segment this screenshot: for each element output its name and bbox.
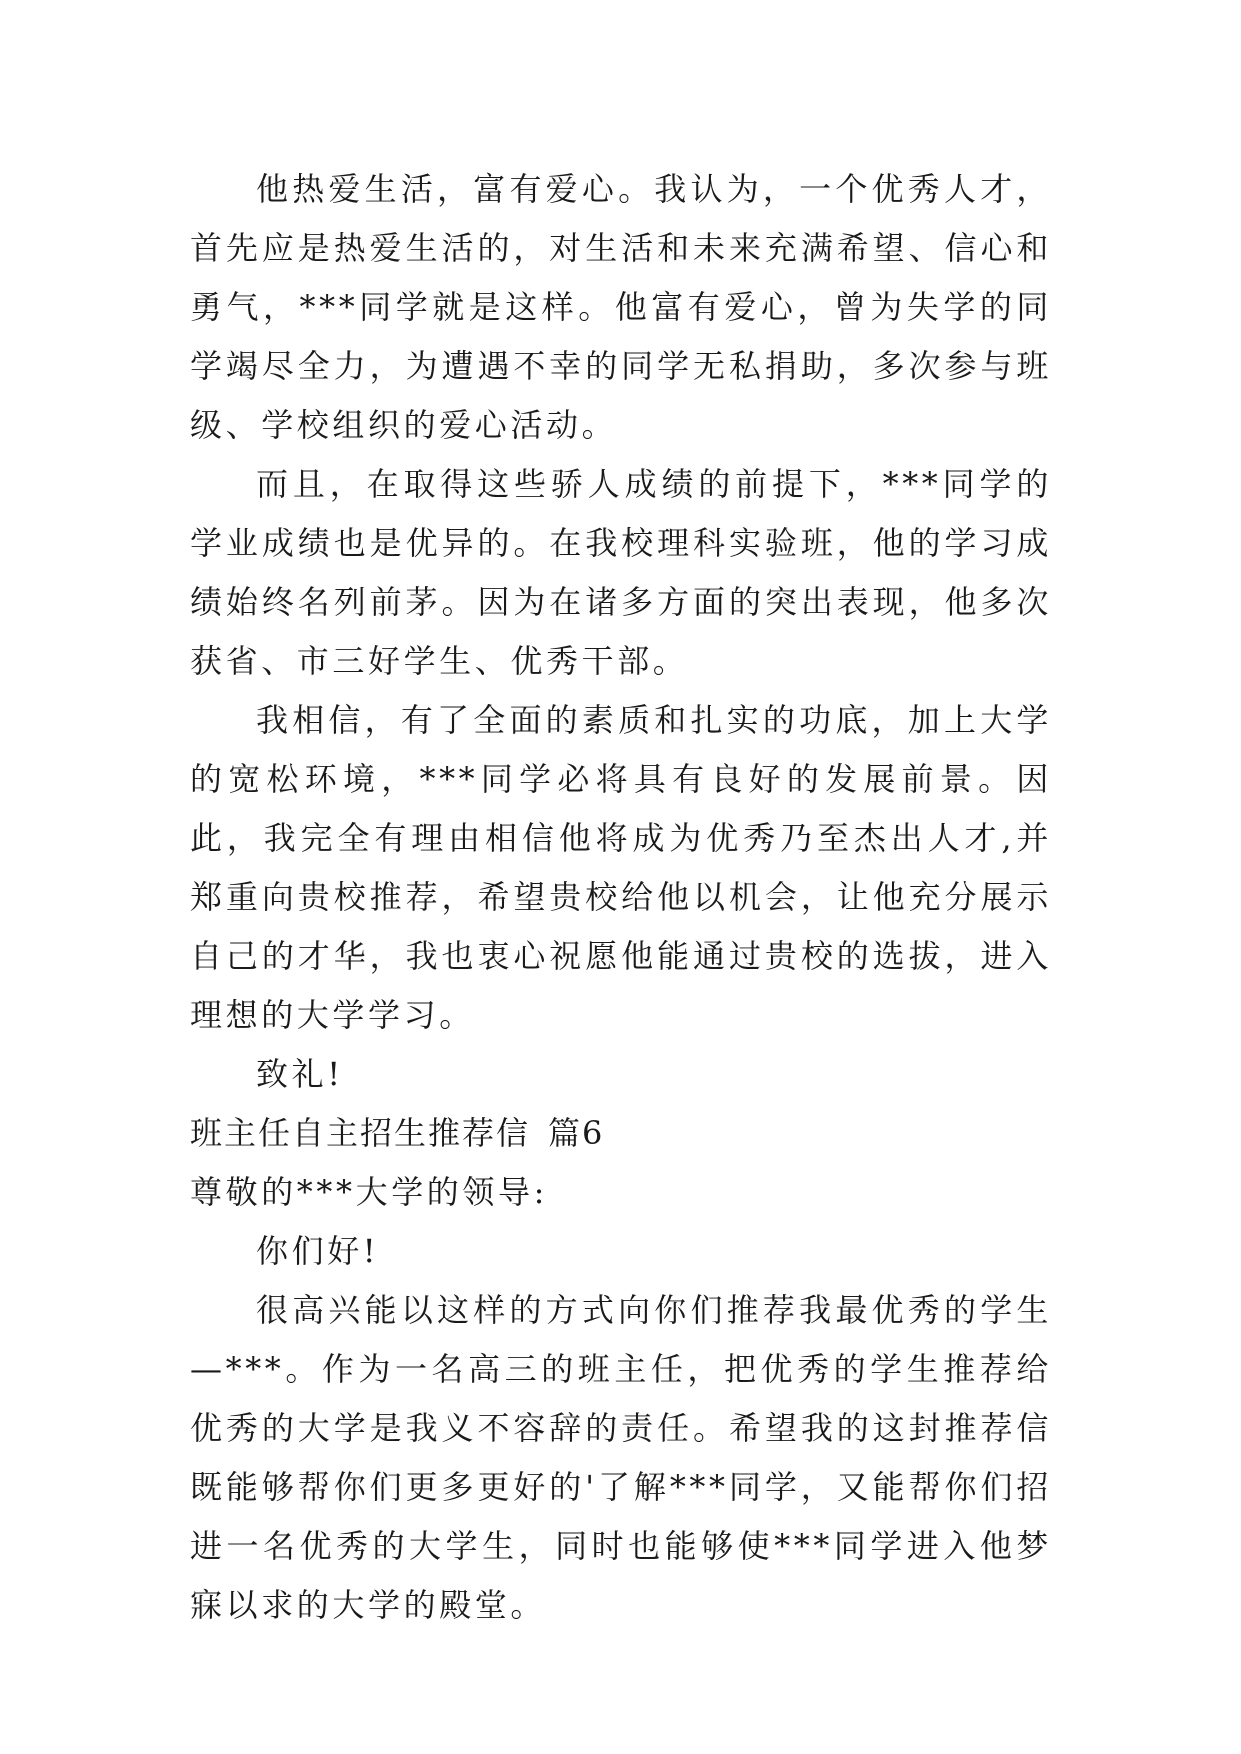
document-page	[190, 160, 1052, 1635]
greeting: 你们好!	[256, 1232, 380, 1270]
salutation: 尊敬的***大学的领导:	[190, 1173, 548, 1211]
section-number: 篇6	[548, 1114, 605, 1152]
paragraph-love-of-life: 他热爱生活，富有爱心。我认为，一个优秀人才，首先应是热爱生活的，对生活和未来充满希望、信心和勇气，***同学就是这样。他富有爱心，曾为失学的同学竭尽全力，为遭遇不幸的同学无私捐助，多次参与班级、学校组织的爱心活动。	[190, 170, 1052, 444]
paragraph-recommendation: 我相信，有了全面的素质和扎实的功底，加上大学的宽松环境，***同学必将具有良好的发展前景。因此，我完全有理由相信他将成为优秀乃至杰出人才,并郑重向贵校推荐，希望贵校给他以机会，让他充分展示自己的才华，我也衷心祝愿他能通过贵校的选拔，进入理想的大学学习。	[190, 701, 1052, 1034]
closing-salute: 致礼!	[256, 1055, 344, 1093]
section-heading	[190, 1104, 1052, 1163]
paragraph-academic-performance: 而且，在取得这些骄人成绩的前提下，***同学的学业成绩也是优异的。在我校理科实验班，他的学习成绩始终名列前茅。因为在诸多方面的突出表现，他多次获省、市三好学生、优秀干部。	[190, 465, 1052, 680]
paragraph-introduction: 很高兴能以这样的方式向你们推荐我最优秀的学生—***。作为一名高三的班主任，把优秀的学生推荐给优秀的大学是我义不容辞的责任。希望我的这封推荐信既能够帮你们更多更好的'了解***同学，又能帮你们招进一名优秀的大学生，同时也能够使***同学进入他梦寐以求的大学的殿堂。	[190, 1291, 1052, 1624]
section-title: 班主任自主招生推荐信	[190, 1114, 531, 1152]
